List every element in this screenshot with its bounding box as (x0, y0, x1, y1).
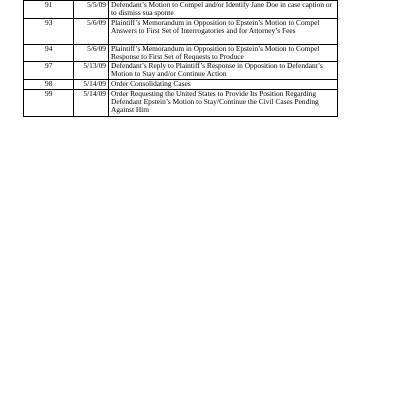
docket-number-cell: 99 (24, 89, 74, 116)
docket-date-cell: 5/6/09 (74, 18, 109, 44)
docket-date-cell: 5/14/09 (74, 80, 109, 90)
docket-number-cell: 98 (24, 80, 74, 90)
table-row (24, 89, 338, 116)
table-row (24, 80, 338, 90)
table-row (24, 62, 338, 80)
docket-description-cell: Plaintiff’s Memorandum in Opposition to Epstein’s Motion to Compel Response to First Set of Requests to Produce (109, 44, 338, 62)
docket-date-cell: 5/6/09 (74, 44, 109, 62)
docket-table (23, 0, 338, 117)
docket-number-cell: 97 (24, 62, 74, 80)
docket-date-cell: 5/13/09 (74, 62, 109, 80)
docket-description-cell: Defendant’s Reply to Plaintiff’s Response in Opposition to Defendant’s Motion to Stay and/or Continue Action (109, 62, 338, 80)
docket-description-cell: Order Requesting the United States to Provide Its Position Regarding Defendant Epstein’s Motion to Stay/Continue the Civil Cases Pending Against Him (109, 89, 338, 116)
table-row (24, 1, 338, 19)
docket-description-cell: Plaintiff’s Memorandum in Opposition to Epstein’s Motion to Compel Answers to First Set of Interrogatories and for Attorney’s Fees (109, 18, 338, 44)
docket-date-cell: 5/5/09 (74, 1, 109, 19)
docket-number-cell: 91 (24, 1, 74, 19)
table-row (24, 44, 338, 62)
docket-description-cell: Order Consolidating Cases (109, 80, 338, 90)
docket-description-cell: Defendant’s Motion to Compel and/or Identify Jane Doe in case caption or to dismiss sua sponte (109, 1, 338, 19)
docket-number-cell: 93 (24, 18, 74, 44)
docket-date-cell: 5/14/09 (74, 89, 109, 116)
table-row (24, 18, 338, 44)
docket-number-cell: 94 (24, 44, 74, 62)
